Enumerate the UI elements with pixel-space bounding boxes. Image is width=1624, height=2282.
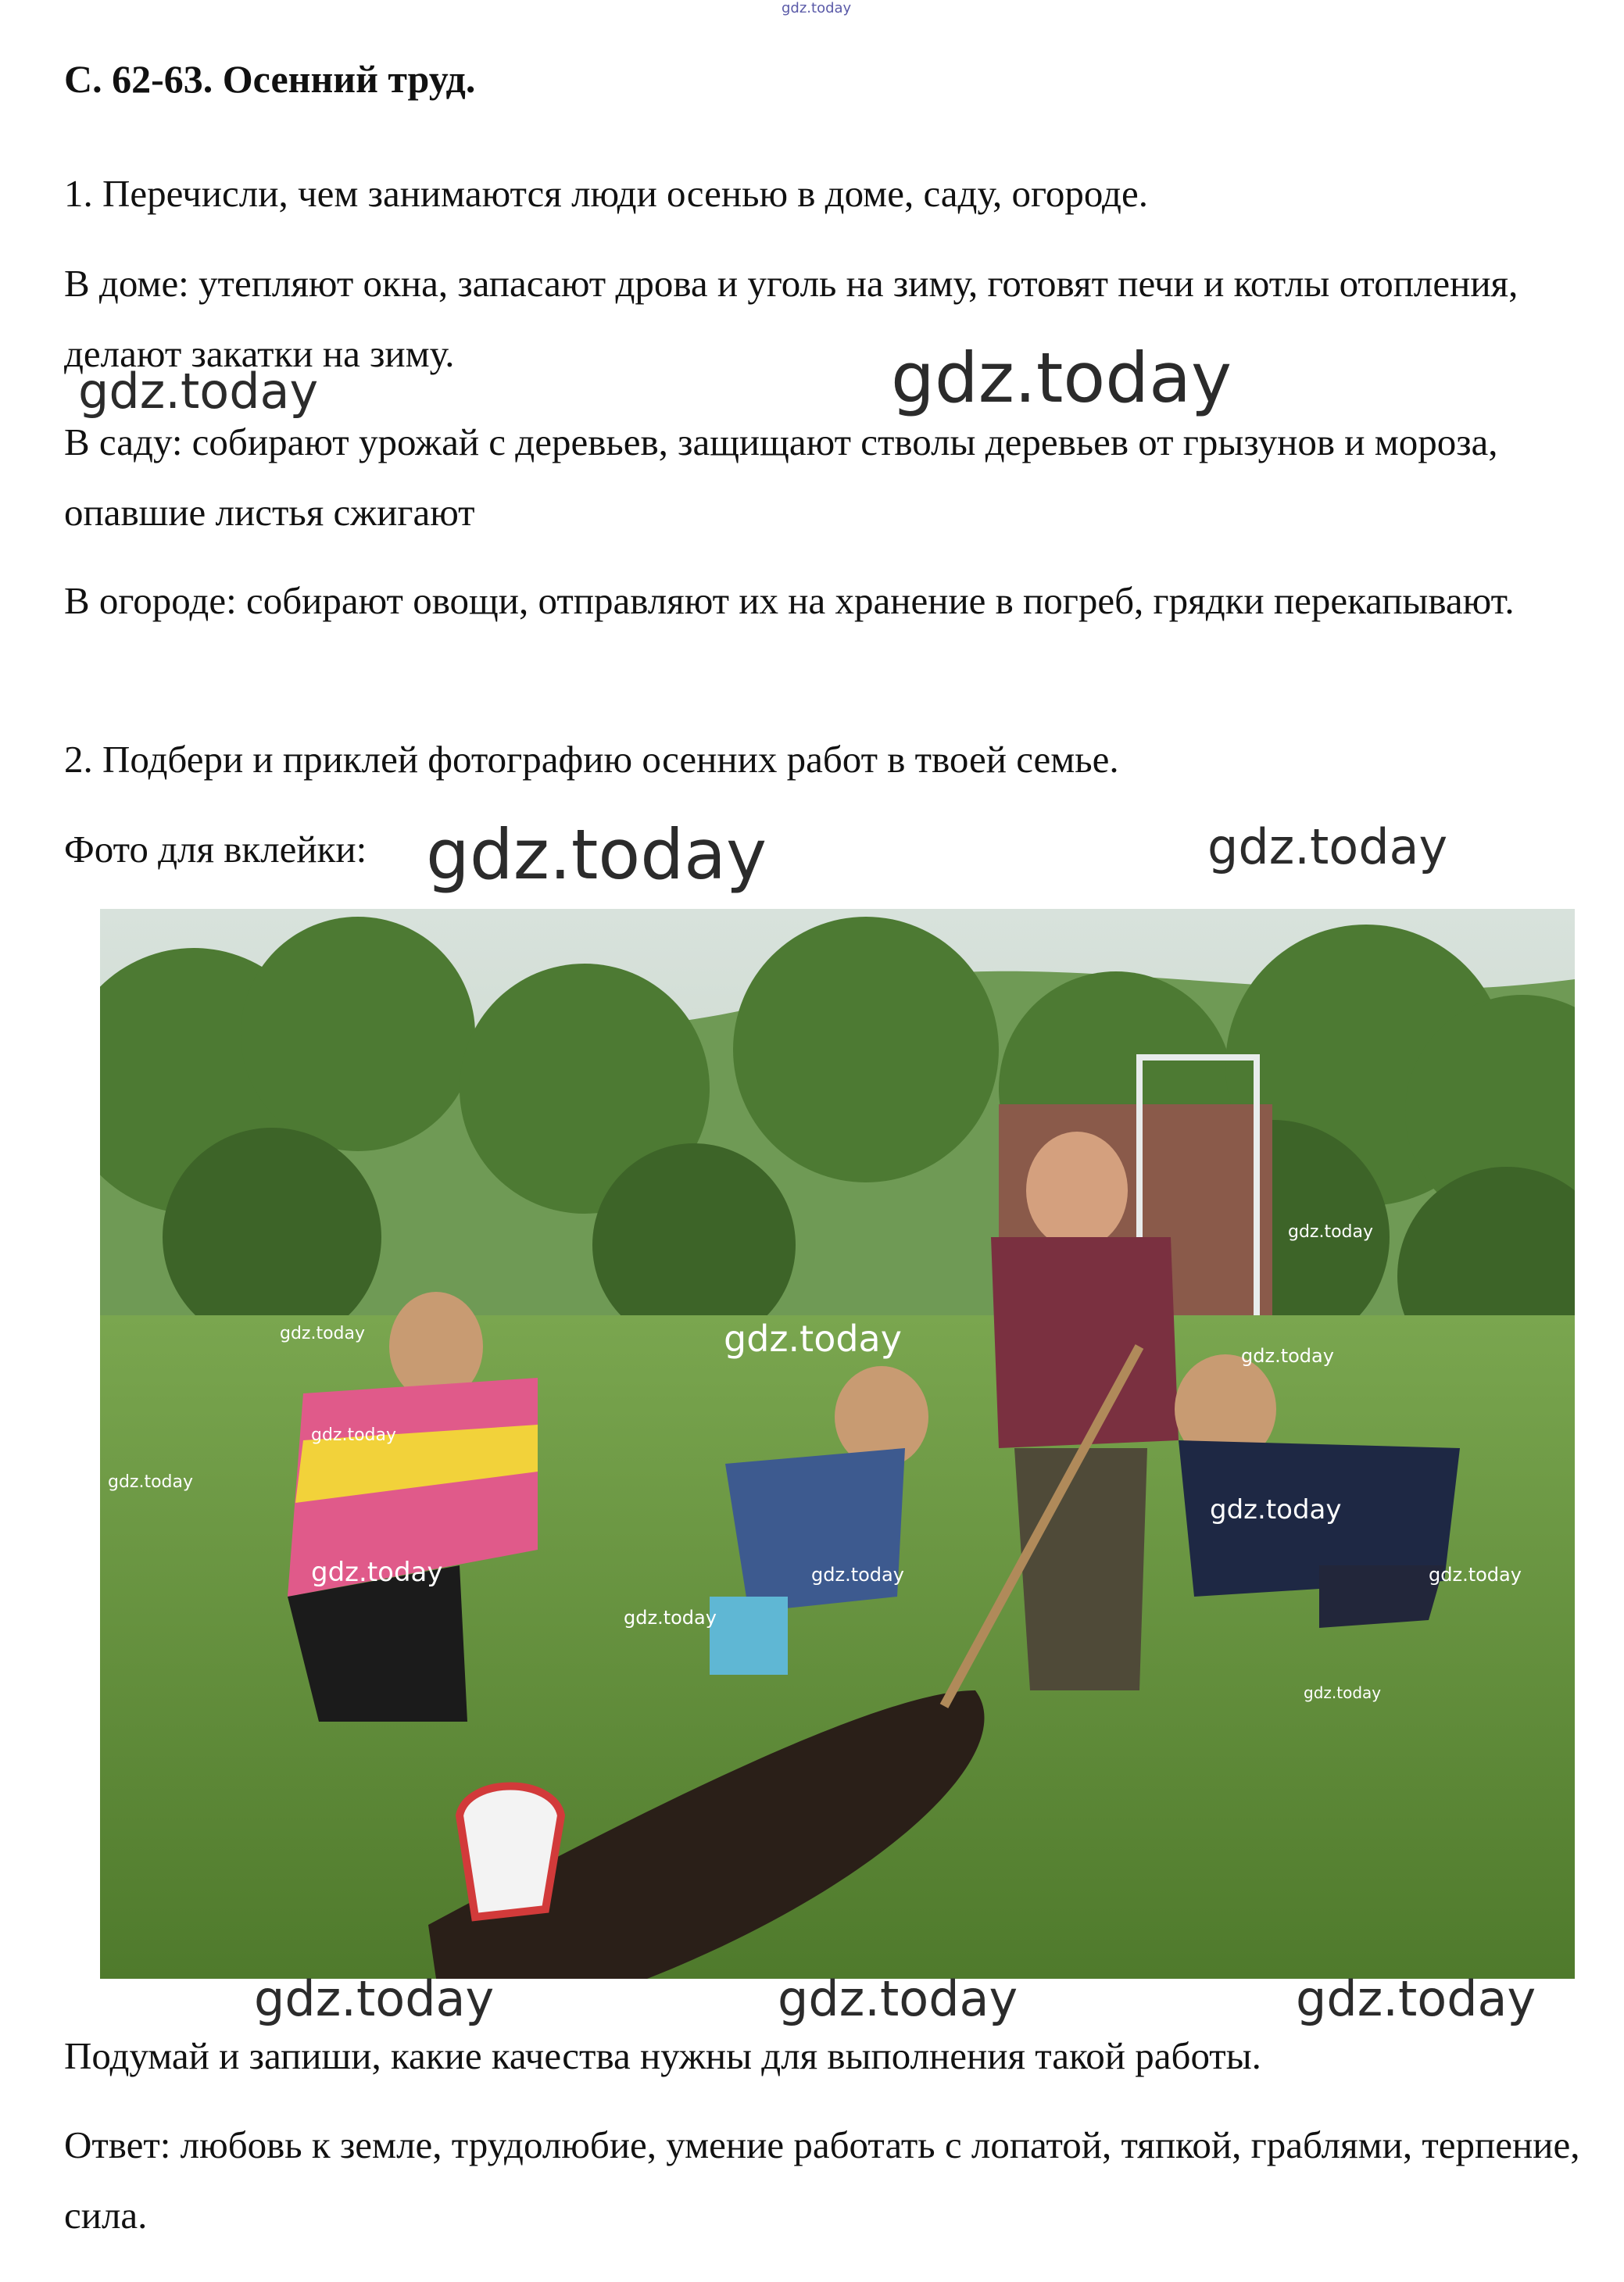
photo-watermark-1: gdz.today (280, 1324, 366, 1343)
watermark-left-1: gdz.today (78, 363, 319, 420)
photo-watermark-2: gdz.today (311, 1425, 397, 1445)
watermark-bottom-right: gdz.today (1296, 1970, 1536, 2027)
task3-answer: Ответ: любовь к земле, трудолюбие, умение работать с лопатой, тяпкой, граблями, терпение, сила. (64, 2123, 1580, 2237)
watermark-right-1: gdz.today (891, 338, 1232, 418)
photo-watermark-4: gdz.today (311, 1557, 443, 1588)
photo-watermark-3: gdz.today (108, 1472, 194, 1492)
watermark-bottom-center: gdz.today (778, 1970, 1018, 2027)
photo-watermark-6: gdz.today (811, 1564, 904, 1586)
page-title: С. 62-63. Осенний труд. (64, 57, 476, 101)
photo-watermark-large: gdz.today (724, 1318, 902, 1360)
photo-watermark-7: gdz.today (1288, 1222, 1374, 1242)
watermark-top: gdz.today (782, 0, 852, 16)
photo-watermark-10: gdz.today (1429, 1564, 1522, 1586)
task3-question: Подумай и запиши, какие качества нужны для выполнения такой работы. (64, 2034, 1261, 2077)
family-garden-photo (100, 909, 1575, 1979)
watermark-right-2: gdz.today (1207, 818, 1448, 875)
photo-watermark-8: gdz.today (1241, 1345, 1334, 1367)
watermark-bottom-left: gdz.today (254, 1970, 495, 2027)
photo-label: Фото для вклейки: (64, 828, 367, 871)
photo-watermark-5: gdz.today (624, 1607, 717, 1629)
task1-garden-answer: В саду: собирают урожай с деревьев, защищают стволы деревьев от грызунов и мороза, опавшие листья сжигают (64, 420, 1498, 534)
task1-home-answer: В доме: утепляют окна, запасают дрова и уголь на зиму, готовят печи и котлы отопления, делают закатки на зиму. (64, 262, 1518, 375)
task1-question: 1. Перечисли, чем занимаются люди осенью в доме, саду, огороде. (64, 172, 1148, 215)
task2-question: 2. Подбери и приклей фотографию осенних работ в твоей семье. (64, 738, 1119, 781)
task1-vegetable-garden-answer: В огороде: собирают овощи, отправляют их на хранение в погреб, грядки перекапывают. (64, 579, 1515, 622)
photo-watermark-9: gdz.today (1210, 1494, 1342, 1526)
photo-watermark-11: gdz.today (1304, 1683, 1382, 1702)
watermark-center-2: gdz.today (426, 814, 767, 895)
photo-illustration (100, 909, 1575, 1979)
